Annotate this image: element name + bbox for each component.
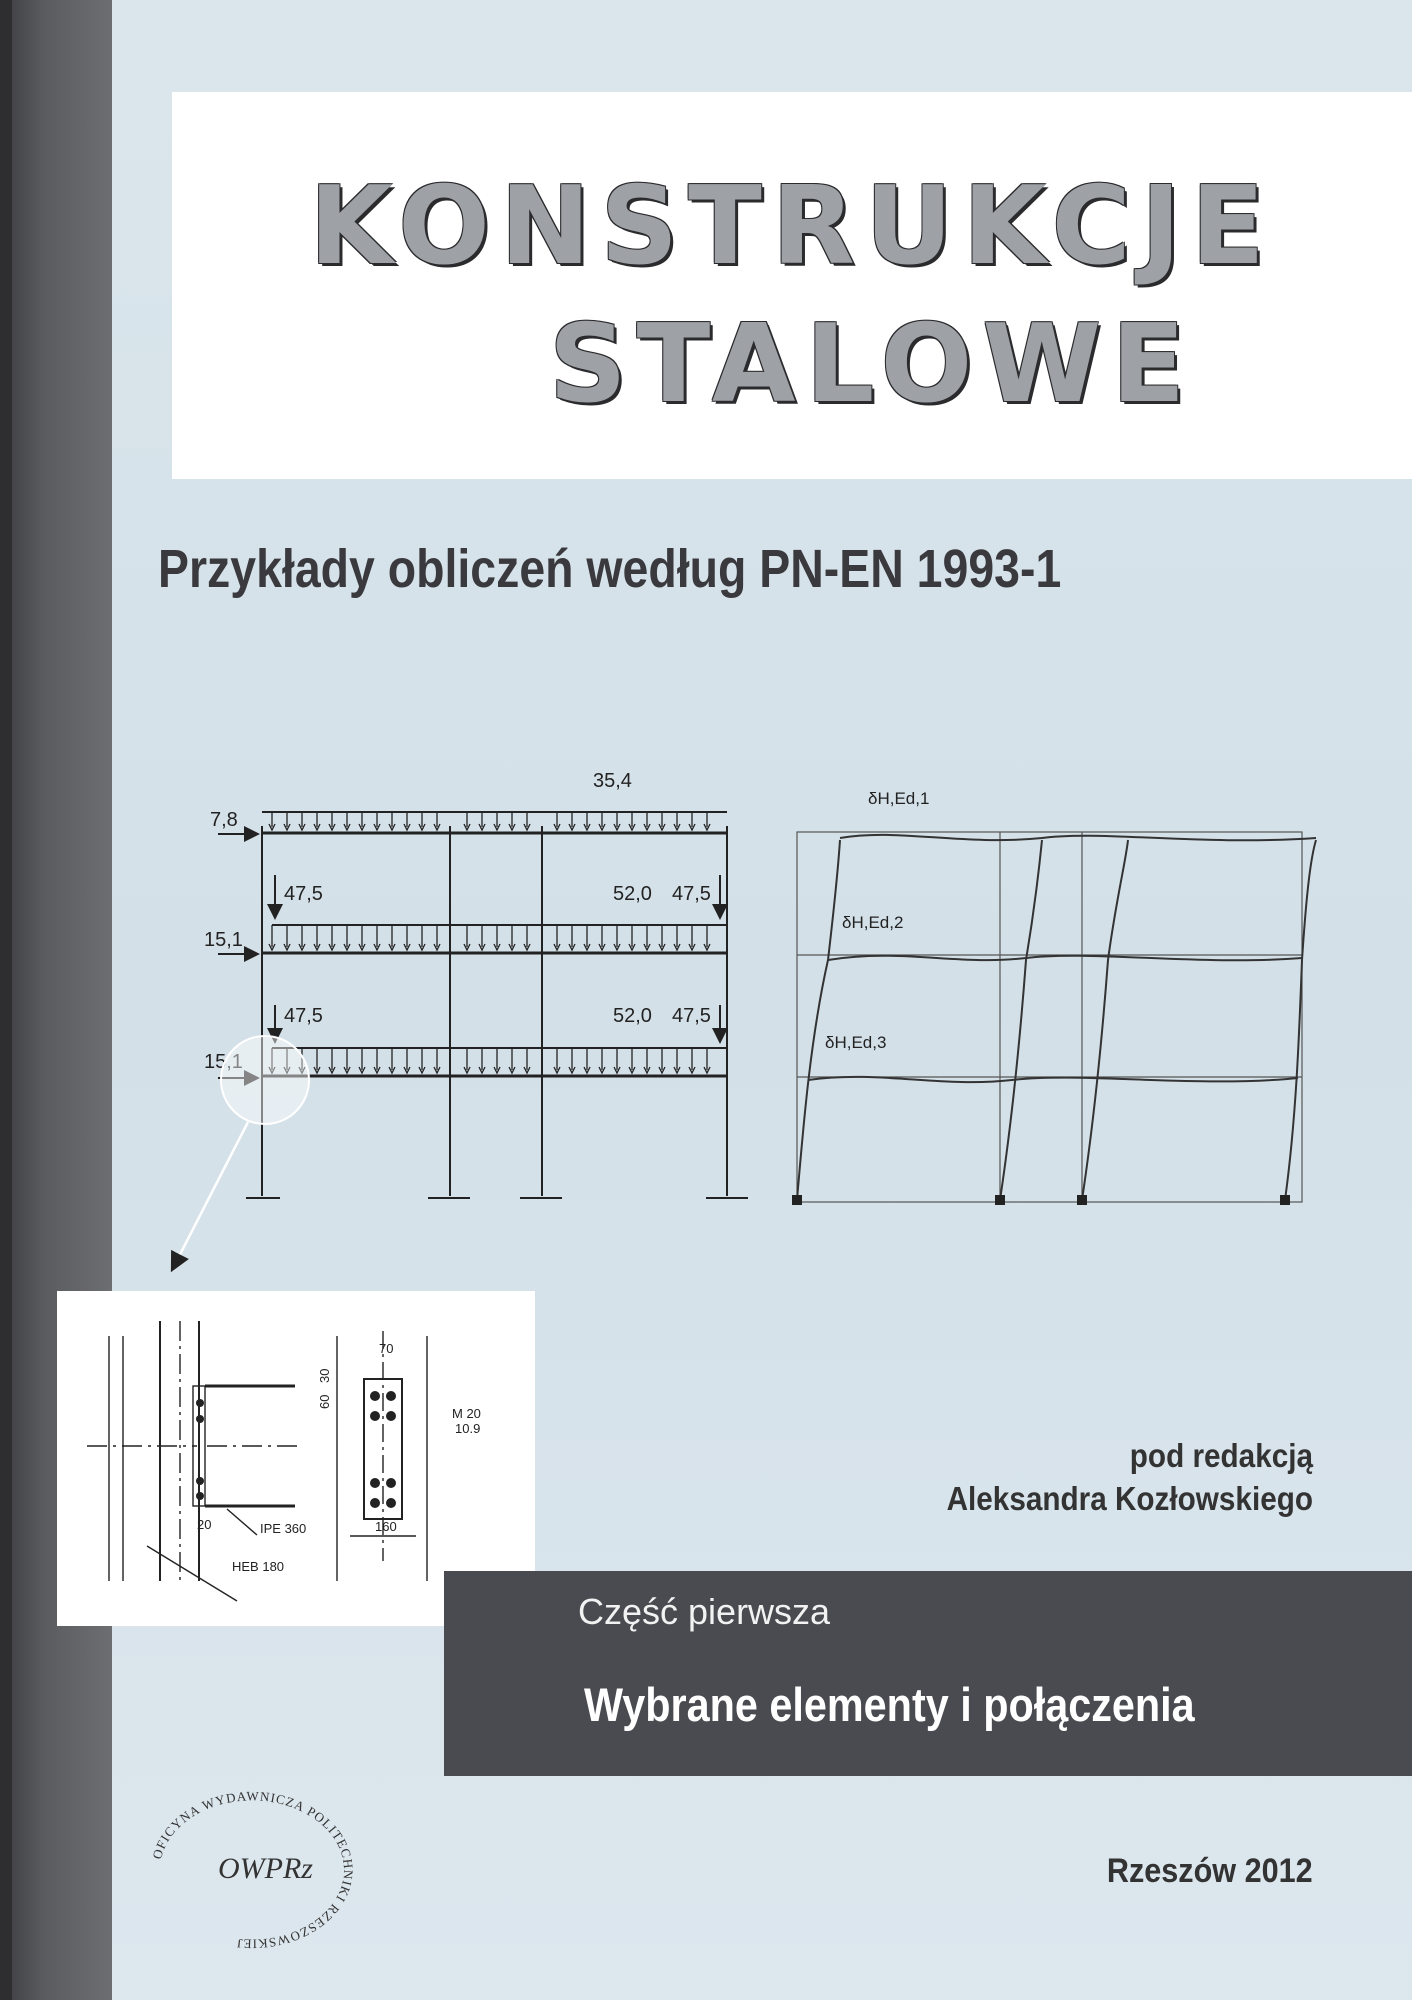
svg-text:OWPRz: OWPRz bbox=[218, 1852, 313, 1885]
col-load-left-1: 47,5 bbox=[284, 883, 323, 905]
floor-udl-1: 52,0 bbox=[613, 883, 652, 905]
dim-70: 70 bbox=[379, 1341, 394, 1356]
title-line-2: STALOWE bbox=[548, 302, 1196, 427]
editor-prefix: pod redakcją bbox=[1129, 1437, 1313, 1474]
part-title: Wybrane elementy i połączenia bbox=[584, 1678, 1195, 1731]
wind-arrows bbox=[218, 834, 720, 1078]
bolt-label: M 20 bbox=[452, 1406, 481, 1421]
detail-highlight-circle bbox=[221, 1036, 309, 1124]
column-label: HEB 180 bbox=[232, 1559, 285, 1574]
place-year: Rzeszów 2012 bbox=[1107, 1852, 1313, 1890]
wind-mid-label: 15,1 bbox=[204, 929, 243, 951]
udl-arrows bbox=[269, 812, 710, 1073]
deformation-label-3: δH,Ed,3 bbox=[825, 1033, 887, 1052]
floor-udl-2: 52,0 bbox=[613, 1005, 652, 1027]
detail-pointer bbox=[172, 1122, 248, 1270]
deformed-frame bbox=[797, 832, 1316, 1202]
beam-label: IPE 360 bbox=[260, 1521, 307, 1536]
deformation-label-2: δH,Ed,2 bbox=[842, 913, 904, 932]
col-load-right-2: 47,5 bbox=[672, 1005, 711, 1027]
publisher-logo-text: OFICYNA WYDAWNICZA POLITECHNIKI RZESZOWSKIEJ bbox=[149, 1788, 357, 1952]
dim-160: 160 bbox=[375, 1519, 397, 1534]
top-udl-label: 35,4 bbox=[593, 770, 632, 792]
subtitle: Przykłady obliczeń według PN-EN 1993-1 bbox=[158, 539, 1062, 599]
wind-top-label: 7,8 bbox=[210, 809, 238, 831]
col-load-left-2: 47,5 bbox=[284, 1005, 323, 1027]
dim-20: 20 bbox=[197, 1517, 212, 1532]
dim-30: 30 bbox=[317, 1368, 332, 1383]
col-load-right-1: 47,5 bbox=[672, 883, 711, 905]
editor-name: Aleksandra Kozłowskiego bbox=[946, 1480, 1313, 1517]
bolt-class-label: 10.9 bbox=[455, 1421, 481, 1436]
dim-60: 60 bbox=[317, 1394, 332, 1409]
deformation-label-1: δH,Ed,1 bbox=[868, 789, 930, 808]
part-label: Część pierwsza bbox=[578, 1591, 831, 1632]
title-line-1: KONSTRUKCJE bbox=[309, 164, 1275, 289]
wind-low-label: 15,1 bbox=[204, 1051, 243, 1073]
